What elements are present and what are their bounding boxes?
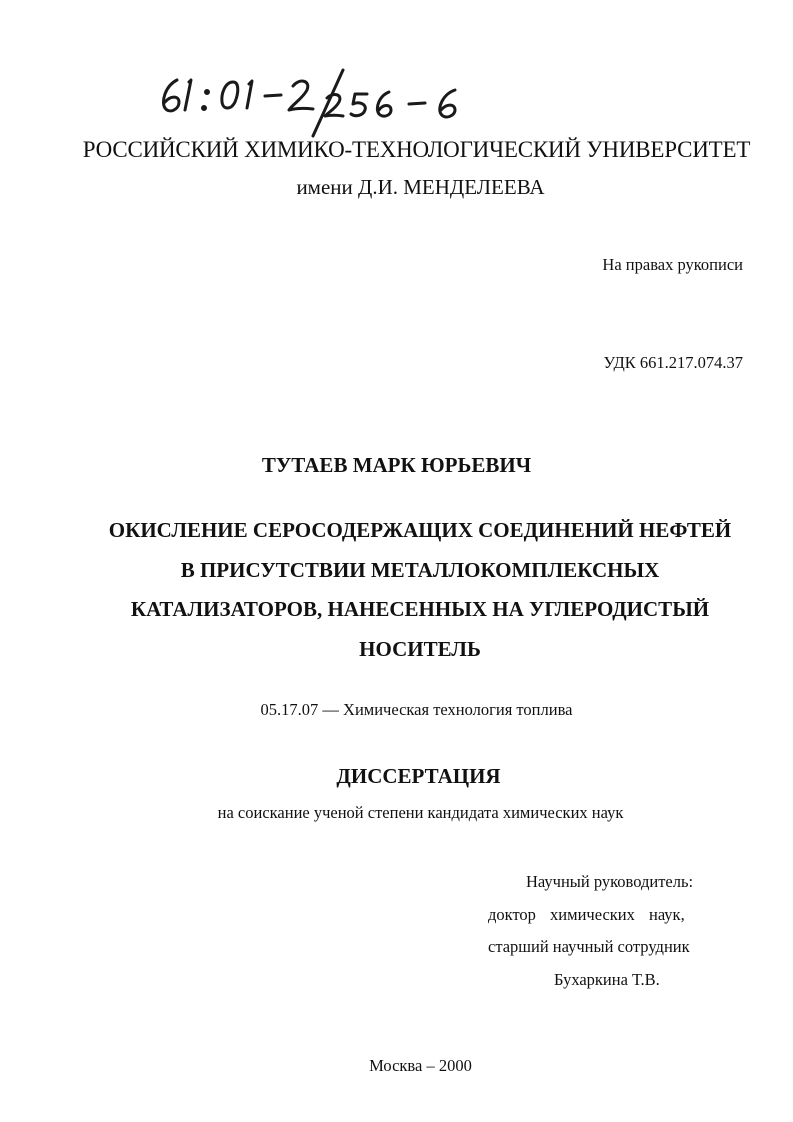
title-line: КАТАЛИЗАТОРОВ, НАНЕСЕННЫХ НА УГЛЕРОДИСТЫЙ (130, 597, 710, 621)
handwritten-archive-code (155, 68, 515, 140)
manuscript-rights: На правах рукописи (602, 255, 743, 274)
udc-code: УДК 661.217.074.37 (603, 353, 743, 372)
degree-purpose: на соискание ученой степени кандидата химических наук (217, 803, 624, 822)
university-named-after: имени Д.И. МЕНДЕЛЕЕВА (296, 175, 545, 199)
supervisor-position: старший научный сотрудник (488, 937, 690, 956)
document-type: ДИССЕРТАЦИЯ (336, 764, 501, 788)
title-line: НОСИТЕЛЬ (359, 636, 481, 661)
supervisor-degree: доктор химических наук, (488, 904, 685, 924)
dissertation-title (90, 511, 750, 669)
author-name: ТУТАЕВ МАРК ЮРЬЕВИЧ (261, 453, 532, 477)
specialty: 05.17.07 — Химическая технология топлива (260, 700, 573, 719)
supervisor-block (488, 866, 728, 996)
title-line: В ПРИСУТСТВИИ МЕТАЛЛОКОМПЛЕКСНЫХ (180, 557, 660, 582)
title-line: ОКИСЛЕНИЕ СЕРОСОДЕРЖАЩИХ СОЕДИНЕНИЙ НЕФТЕЙ (108, 518, 732, 542)
city-year: Москва – 2000 (369, 1056, 472, 1075)
university-name: РОССИЙСКИЙ ХИМИКО-ТЕХНОЛОГИЧЕСКИЙ УНИВЕРСИТЕТ (82, 137, 751, 162)
supervisor-name: Бухаркина Т.В. (554, 969, 660, 989)
supervisor-label: Научный руководитель: (526, 872, 694, 891)
